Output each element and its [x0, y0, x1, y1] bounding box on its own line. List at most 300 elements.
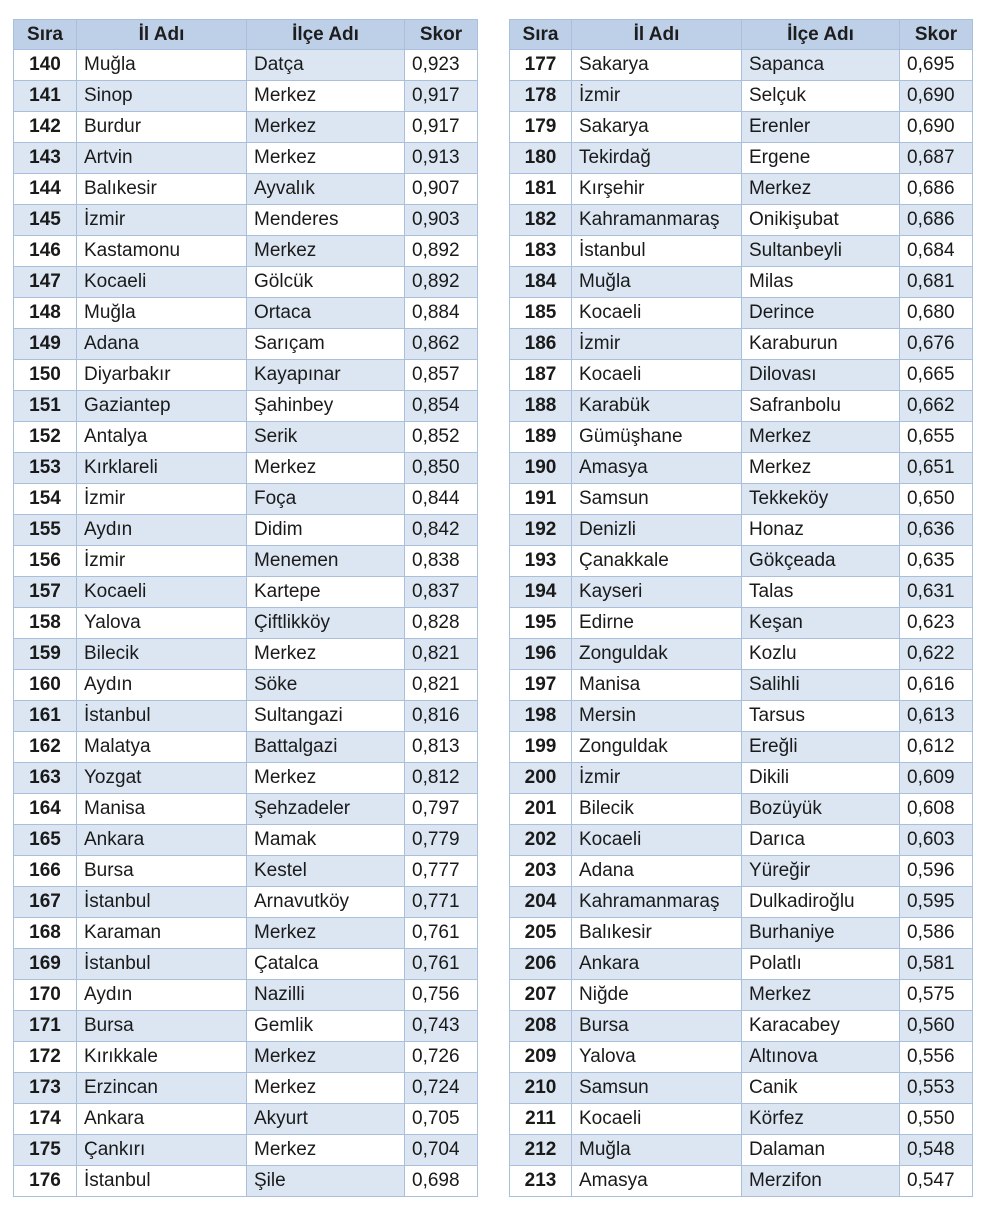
table-row [510, 484, 973, 515]
cell-skor: 0,690 [900, 81, 973, 112]
cell-sira: 192 [510, 515, 572, 546]
table-row [14, 484, 478, 515]
cell-sira: 200 [510, 763, 572, 794]
cell-sira: 141 [14, 81, 77, 112]
table-row [510, 1073, 973, 1104]
cell-il-adi: Aydın [77, 670, 247, 701]
cell-sira: 183 [510, 236, 572, 267]
cell-sira: 185 [510, 298, 572, 329]
table-row [14, 422, 478, 453]
cell-ilce-adi: Ortaca [247, 298, 405, 329]
table-row [510, 918, 973, 949]
table-row [14, 763, 478, 794]
cell-sira: 165 [14, 825, 77, 856]
cell-sira: 207 [510, 980, 572, 1011]
cell-skor: 0,816 [405, 701, 478, 732]
cell-skor: 0,676 [900, 329, 973, 360]
cell-sira: 176 [14, 1166, 77, 1197]
cell-skor: 0,821 [405, 670, 478, 701]
cell-ilce-adi: Honaz [742, 515, 900, 546]
cell-ilce-adi: Çiftlikköy [247, 608, 405, 639]
cell-sira: 173 [14, 1073, 77, 1104]
cell-skor: 0,726 [405, 1042, 478, 1073]
cell-il-adi: Kahramanmaraş [572, 887, 742, 918]
cell-sira: 198 [510, 701, 572, 732]
cell-ilce-adi: Bozüyük [742, 794, 900, 825]
cell-ilce-adi: Sarıçam [247, 329, 405, 360]
cell-il-adi: Mersin [572, 701, 742, 732]
cell-skor: 0,595 [900, 887, 973, 918]
cell-skor: 0,917 [405, 112, 478, 143]
table-row [510, 577, 973, 608]
cell-il-adi: Adana [572, 856, 742, 887]
cell-skor: 0,724 [405, 1073, 478, 1104]
cell-ilce-adi: Körfez [742, 1104, 900, 1135]
cell-ilce-adi: Milas [742, 267, 900, 298]
header-il-adi: İl Adı [572, 20, 742, 50]
cell-sira: 166 [14, 856, 77, 887]
cell-il-adi: Kocaeli [77, 267, 247, 298]
cell-ilce-adi: Gemlik [247, 1011, 405, 1042]
cell-sira: 156 [14, 546, 77, 577]
table-row [14, 267, 478, 298]
cell-il-adi: Bilecik [77, 639, 247, 670]
cell-ilce-adi: Mamak [247, 825, 405, 856]
cell-il-adi: Sinop [77, 81, 247, 112]
cell-il-adi: İzmir [572, 329, 742, 360]
cell-skor: 0,680 [900, 298, 973, 329]
cell-ilce-adi: Merkez [247, 763, 405, 794]
cell-ilce-adi: Tarsus [742, 701, 900, 732]
cell-skor: 0,547 [900, 1166, 973, 1197]
cell-sira: 175 [14, 1135, 77, 1166]
table-row [14, 608, 478, 639]
cell-skor: 0,777 [405, 856, 478, 887]
cell-ilce-adi: Merkez [247, 453, 405, 484]
table-row [14, 112, 478, 143]
header-skor: Skor [900, 20, 973, 50]
cell-ilce-adi: Sultanbeyli [742, 236, 900, 267]
cell-ilce-adi: Safranbolu [742, 391, 900, 422]
table-row [14, 701, 478, 732]
cell-skor: 0,609 [900, 763, 973, 794]
cell-sira: 180 [510, 143, 572, 174]
cell-sira: 181 [510, 174, 572, 205]
ranking-table-left [13, 19, 478, 1197]
cell-sira: 147 [14, 267, 77, 298]
table-row [14, 360, 478, 391]
table-row [510, 546, 973, 577]
cell-skor: 0,635 [900, 546, 973, 577]
table-row [510, 515, 973, 546]
table-row [510, 1135, 973, 1166]
cell-ilce-adi: Merkez [742, 174, 900, 205]
table-row [14, 918, 478, 949]
cell-sira: 177 [510, 50, 572, 81]
cell-ilce-adi: Akyurt [247, 1104, 405, 1135]
cell-sira: 168 [14, 918, 77, 949]
cell-ilce-adi: Polatlı [742, 949, 900, 980]
cell-il-adi: Amasya [572, 1166, 742, 1197]
cell-ilce-adi: Menderes [247, 205, 405, 236]
cell-sira: 167 [14, 887, 77, 918]
cell-skor: 0,616 [900, 670, 973, 701]
cell-il-adi: Artvin [77, 143, 247, 174]
cell-ilce-adi: Ergene [742, 143, 900, 174]
cell-il-adi: İzmir [77, 484, 247, 515]
cell-il-adi: Kocaeli [572, 825, 742, 856]
cell-ilce-adi: Karacabey [742, 1011, 900, 1042]
cell-sira: 188 [510, 391, 572, 422]
cell-skor: 0,613 [900, 701, 973, 732]
table-row [510, 112, 973, 143]
cell-il-adi: Amasya [572, 453, 742, 484]
table-row [14, 1042, 478, 1073]
cell-il-adi: İstanbul [77, 887, 247, 918]
cell-ilce-adi: Çatalca [247, 949, 405, 980]
cell-il-adi: Bilecik [572, 794, 742, 825]
cell-sira: 142 [14, 112, 77, 143]
cell-skor: 0,743 [405, 1011, 478, 1042]
table-row [510, 732, 973, 763]
cell-ilce-adi: Merkez [742, 980, 900, 1011]
cell-il-adi: Zonguldak [572, 732, 742, 763]
cell-skor: 0,813 [405, 732, 478, 763]
cell-il-adi: Çankırı [77, 1135, 247, 1166]
cell-skor: 0,705 [405, 1104, 478, 1135]
table-row [510, 360, 973, 391]
cell-il-adi: Yalova [77, 608, 247, 639]
table-row [14, 1104, 478, 1135]
cell-ilce-adi: Merkez [247, 112, 405, 143]
table-row [14, 856, 478, 887]
cell-il-adi: Muğla [77, 50, 247, 81]
cell-skor: 0,548 [900, 1135, 973, 1166]
cell-sira: 144 [14, 174, 77, 205]
table-row [510, 143, 973, 174]
cell-sira: 199 [510, 732, 572, 763]
table-row [510, 267, 973, 298]
cell-il-adi: İstanbul [572, 236, 742, 267]
table-row [14, 205, 478, 236]
cell-il-adi: İzmir [572, 81, 742, 112]
cell-sira: 146 [14, 236, 77, 267]
cell-skor: 0,686 [900, 174, 973, 205]
header-il-adi: İl Adı [77, 20, 247, 50]
cell-ilce-adi: Kayapınar [247, 360, 405, 391]
cell-il-adi: Ankara [572, 949, 742, 980]
cell-sira: 179 [510, 112, 572, 143]
cell-sira: 203 [510, 856, 572, 887]
cell-ilce-adi: Dalaman [742, 1135, 900, 1166]
cell-ilce-adi: Merkez [247, 1042, 405, 1073]
cell-sira: 206 [510, 949, 572, 980]
table-row [510, 670, 973, 701]
cell-sira: 194 [510, 577, 572, 608]
table-row [510, 205, 973, 236]
table-row [14, 1073, 478, 1104]
cell-skor: 0,779 [405, 825, 478, 856]
cell-sira: 210 [510, 1073, 572, 1104]
cell-il-adi: Samsun [572, 1073, 742, 1104]
cell-ilce-adi: Gökçeada [742, 546, 900, 577]
cell-il-adi: Kırıkkale [77, 1042, 247, 1073]
cell-sira: 209 [510, 1042, 572, 1073]
cell-sira: 163 [14, 763, 77, 794]
cell-skor: 0,686 [900, 205, 973, 236]
cell-skor: 0,586 [900, 918, 973, 949]
table-row [510, 980, 973, 1011]
table-row [14, 298, 478, 329]
header-sira: Sıra [14, 20, 77, 50]
cell-ilce-adi: Serik [247, 422, 405, 453]
cell-il-adi: Erzincan [77, 1073, 247, 1104]
table-row [14, 949, 478, 980]
cell-il-adi: Gümüşhane [572, 422, 742, 453]
cell-sira: 174 [14, 1104, 77, 1135]
cell-ilce-adi: Ereğli [742, 732, 900, 763]
cell-skor: 0,550 [900, 1104, 973, 1135]
table-row [510, 1011, 973, 1042]
cell-ilce-adi: Darıca [742, 825, 900, 856]
cell-ilce-adi: Gölcük [247, 267, 405, 298]
cell-skor: 0,892 [405, 267, 478, 298]
table-row [14, 639, 478, 670]
cell-ilce-adi: Merkez [247, 143, 405, 174]
cell-ilce-adi: Canik [742, 1073, 900, 1104]
cell-il-adi: Karabük [572, 391, 742, 422]
cell-sira: 178 [510, 81, 572, 112]
cell-ilce-adi: Onikişubat [742, 205, 900, 236]
cell-sira: 158 [14, 608, 77, 639]
cell-ilce-adi: Arnavutköy [247, 887, 405, 918]
cell-skor: 0,603 [900, 825, 973, 856]
cell-il-adi: Kahramanmaraş [572, 205, 742, 236]
cell-skor: 0,575 [900, 980, 973, 1011]
cell-ilce-adi: Şehzadeler [247, 794, 405, 825]
cell-skor: 0,862 [405, 329, 478, 360]
cell-il-adi: İzmir [572, 763, 742, 794]
cell-il-adi: Adana [77, 329, 247, 360]
cell-il-adi: Bursa [572, 1011, 742, 1042]
cell-ilce-adi: Söke [247, 670, 405, 701]
cell-ilce-adi: Battalgazi [247, 732, 405, 763]
table-row [14, 143, 478, 174]
cell-skor: 0,704 [405, 1135, 478, 1166]
table-row [510, 422, 973, 453]
cell-skor: 0,636 [900, 515, 973, 546]
table-row [14, 81, 478, 112]
cell-skor: 0,581 [900, 949, 973, 980]
cell-il-adi: Tekirdağ [572, 143, 742, 174]
cell-skor: 0,665 [900, 360, 973, 391]
cell-il-adi: Ankara [77, 825, 247, 856]
table-row [14, 236, 478, 267]
cell-ilce-adi: Merkez [742, 422, 900, 453]
cell-skor: 0,553 [900, 1073, 973, 1104]
cell-ilce-adi: Merkez [247, 81, 405, 112]
cell-ilce-adi: Kartepe [247, 577, 405, 608]
table-row [510, 81, 973, 112]
table-header-row [510, 20, 973, 50]
cell-ilce-adi: Tekkeköy [742, 484, 900, 515]
cell-sira: 143 [14, 143, 77, 174]
table-row [510, 701, 973, 732]
table-row [14, 453, 478, 484]
cell-il-adi: Karaman [77, 918, 247, 949]
table-row [14, 887, 478, 918]
cell-il-adi: Kocaeli [572, 298, 742, 329]
cell-skor: 0,681 [900, 267, 973, 298]
cell-skor: 0,923 [405, 50, 478, 81]
header-ilce-adi: İlçe Adı [742, 20, 900, 50]
cell-skor: 0,821 [405, 639, 478, 670]
cell-sira: 191 [510, 484, 572, 515]
table-row [14, 546, 478, 577]
cell-sira: 162 [14, 732, 77, 763]
cell-il-adi: Aydın [77, 980, 247, 1011]
table-row [510, 329, 973, 360]
cell-ilce-adi: Yüreğir [742, 856, 900, 887]
cell-il-adi: Yozgat [77, 763, 247, 794]
cell-ilce-adi: Nazilli [247, 980, 405, 1011]
cell-sira: 201 [510, 794, 572, 825]
cell-skor: 0,842 [405, 515, 478, 546]
cell-skor: 0,655 [900, 422, 973, 453]
cell-skor: 0,852 [405, 422, 478, 453]
cell-skor: 0,612 [900, 732, 973, 763]
cell-ilce-adi: Merkez [247, 639, 405, 670]
cell-il-adi: Sakarya [572, 50, 742, 81]
cell-ilce-adi: Erenler [742, 112, 900, 143]
cell-ilce-adi: Merkez [742, 453, 900, 484]
cell-sira: 148 [14, 298, 77, 329]
cell-ilce-adi: Talas [742, 577, 900, 608]
cell-il-adi: Antalya [77, 422, 247, 453]
cell-skor: 0,761 [405, 949, 478, 980]
cell-il-adi: İstanbul [77, 1166, 247, 1197]
cell-il-adi: Niğde [572, 980, 742, 1011]
table-row [14, 732, 478, 763]
table-row [14, 1166, 478, 1197]
cell-sira: 153 [14, 453, 77, 484]
cell-il-adi: Balıkesir [572, 918, 742, 949]
ranking-table-right [509, 19, 973, 1197]
cell-sira: 195 [510, 608, 572, 639]
cell-il-adi: Kırşehir [572, 174, 742, 205]
cell-sira: 159 [14, 639, 77, 670]
cell-skor: 0,884 [405, 298, 478, 329]
cell-il-adi: İzmir [77, 546, 247, 577]
cell-ilce-adi: Salihli [742, 670, 900, 701]
cell-skor: 0,756 [405, 980, 478, 1011]
cell-sira: 140 [14, 50, 77, 81]
cell-il-adi: Gaziantep [77, 391, 247, 422]
cell-il-adi: Ankara [77, 1104, 247, 1135]
table-row [14, 50, 478, 81]
cell-il-adi: Samsun [572, 484, 742, 515]
table-row [14, 391, 478, 422]
cell-il-adi: Denizli [572, 515, 742, 546]
cell-ilce-adi: Burhaniye [742, 918, 900, 949]
cell-skor: 0,837 [405, 577, 478, 608]
cell-sira: 189 [510, 422, 572, 453]
table-row [510, 174, 973, 205]
cell-skor: 0,698 [405, 1166, 478, 1197]
cell-ilce-adi: Dulkadiroğlu [742, 887, 900, 918]
cell-ilce-adi: Keşan [742, 608, 900, 639]
cell-il-adi: Aydın [77, 515, 247, 546]
cell-ilce-adi: Selçuk [742, 81, 900, 112]
cell-skor: 0,556 [900, 1042, 973, 1073]
cell-il-adi: Malatya [77, 732, 247, 763]
cell-sira: 186 [510, 329, 572, 360]
cell-ilce-adi: Merkez [247, 1073, 405, 1104]
table-row [510, 1042, 973, 1073]
cell-ilce-adi: Kozlu [742, 639, 900, 670]
cell-sira: 169 [14, 949, 77, 980]
cell-sira: 151 [14, 391, 77, 422]
cell-ilce-adi: Merkez [247, 1135, 405, 1166]
cell-skor: 0,623 [900, 608, 973, 639]
cell-skor: 0,650 [900, 484, 973, 515]
cell-skor: 0,838 [405, 546, 478, 577]
cell-ilce-adi: Sapanca [742, 50, 900, 81]
cell-skor: 0,771 [405, 887, 478, 918]
cell-il-adi: Diyarbakır [77, 360, 247, 391]
table-row [510, 856, 973, 887]
cell-skor: 0,854 [405, 391, 478, 422]
cell-skor: 0,695 [900, 50, 973, 81]
cell-il-adi: İzmir [77, 205, 247, 236]
cell-sira: 204 [510, 887, 572, 918]
cell-il-adi: Kırklareli [77, 453, 247, 484]
table-row [510, 298, 973, 329]
cell-skor: 0,812 [405, 763, 478, 794]
cell-sira: 145 [14, 205, 77, 236]
cell-ilce-adi: Karaburun [742, 329, 900, 360]
cell-ilce-adi: Dikili [742, 763, 900, 794]
cell-il-adi: Edirne [572, 608, 742, 639]
cell-skor: 0,596 [900, 856, 973, 887]
cell-skor: 0,662 [900, 391, 973, 422]
cell-skor: 0,828 [405, 608, 478, 639]
cell-skor: 0,608 [900, 794, 973, 825]
cell-skor: 0,917 [405, 81, 478, 112]
cell-sira: 196 [510, 639, 572, 670]
cell-skor: 0,892 [405, 236, 478, 267]
cell-skor: 0,844 [405, 484, 478, 515]
cell-il-adi: Kocaeli [572, 360, 742, 391]
cell-skor: 0,850 [405, 453, 478, 484]
cell-ilce-adi: Şile [247, 1166, 405, 1197]
cell-sira: 213 [510, 1166, 572, 1197]
cell-sira: 197 [510, 670, 572, 701]
cell-sira: 157 [14, 577, 77, 608]
cell-sira: 150 [14, 360, 77, 391]
cell-il-adi: Bursa [77, 856, 247, 887]
cell-sira: 212 [510, 1135, 572, 1166]
cell-sira: 193 [510, 546, 572, 577]
cell-il-adi: Kayseri [572, 577, 742, 608]
cell-skor: 0,907 [405, 174, 478, 205]
cell-il-adi: Muğla [572, 1135, 742, 1166]
cell-sira: 160 [14, 670, 77, 701]
table-row [14, 1135, 478, 1166]
cell-ilce-adi: Datça [247, 50, 405, 81]
cell-skor: 0,631 [900, 577, 973, 608]
header-skor: Skor [405, 20, 478, 50]
